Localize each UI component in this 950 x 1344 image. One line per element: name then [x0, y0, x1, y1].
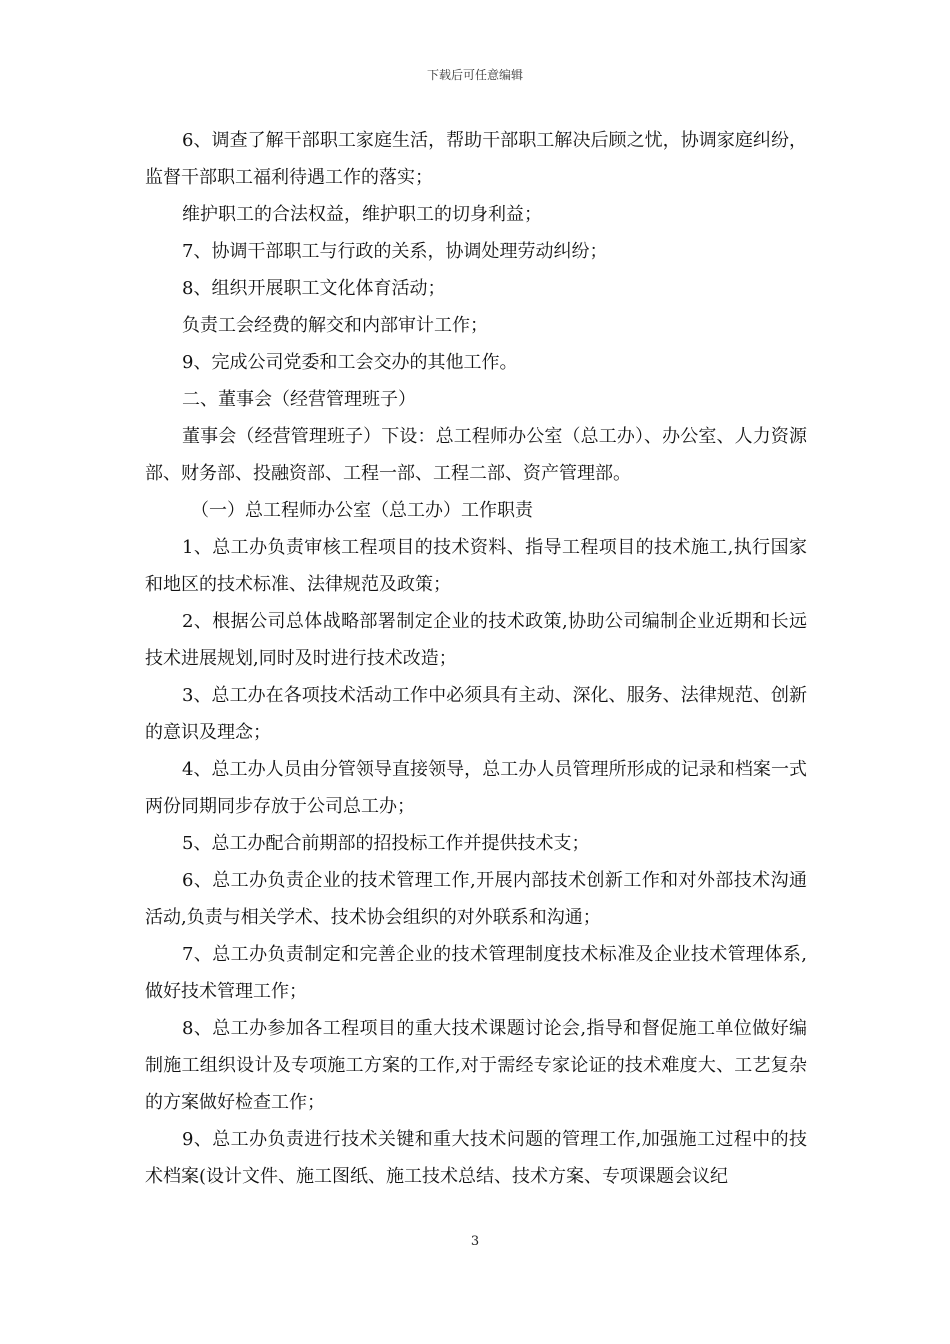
paragraph: 2、根据公司总体战略部署制定企业的技术政策,协助公司编制企业近期和长远技术进展规划,同时及时进行技术改造；	[145, 611, 807, 669]
paragraph: 负责工会经费的解交和内部审计工作；	[182, 315, 488, 336]
paragraph: 7、总工办负责制定和完善企业的技术管理制度技术标准及企业技术管理体系,做好技术管理工作；	[145, 944, 807, 1002]
paragraph: 9、完成公司党委和工会交办的其他工作。	[182, 352, 518, 373]
paragraph: 4、总工办人员由分管领导直接领导，总工办人员管理所形成的记录和档案一式两份同期同步存放于公司总工办；	[145, 759, 807, 817]
paragraph: 6、总工办负责企业的技术管理工作,开展内部技术创新工作和对外部技术沟通活动,负责与相关学术、技术协会组织的对外联系和沟通；	[145, 870, 807, 928]
paragraph: 维护职工的合法权益，维护职工的切身利益；	[182, 204, 542, 225]
paragraph: 董事会（经营管理班子）下设：总工程师办公室（总工办）、办公室、人力资源部、财务部、投融资部、工程一部、工程二部、资产管理部。	[145, 426, 807, 484]
paragraph: 5、总工办配合前期部的招投标工作并提供技术支；	[182, 833, 590, 854]
subsection-heading: （一）总工程师办公室（总工办）工作职责	[191, 500, 533, 521]
section-heading: 二、董事会（经营管理班子）	[182, 389, 416, 410]
paragraph: 8、总工办参加各工程项目的重大技术课题讨论会,指导和督促施工单位做好编制施工组织设计及专项施工方案的工作,对于需经专家论证的技术难度大、工艺复杂的方案做好检查工作；	[145, 1018, 807, 1113]
document-body	[145, 122, 807, 1195]
paragraph: 8、组织开展职工文化体育活动；	[182, 278, 446, 299]
paragraph: 9、总工办负责进行技术关键和重大技术问题的管理工作,加强施工过程中的技术档案(设计文件、施工图纸、施工技术总结、技术方案、专项课题会议纪	[145, 1129, 807, 1187]
paragraph: 6、调查了解干部职工家庭生活，帮助干部职工解决后顾之忧，协调家庭纠纷，监督干部职工福利待遇工作的落实；	[145, 130, 807, 188]
paragraph: 7、协调干部职工与行政的关系，协调处理劳动纠纷；	[182, 241, 608, 262]
paragraph: 3、总工办在各项技术活动工作中必须具有主动、深化、服务、法律规范、创新的意识及理念；	[145, 685, 807, 743]
page-number: 3	[470, 1234, 480, 1249]
paragraph: 1、总工办负责审核工程项目的技术资料、指导工程项目的技术施工,执行国家和地区的技术标准、法律规范及政策；	[145, 537, 807, 595]
page-header: 下载后可任意编辑	[426, 68, 523, 82]
